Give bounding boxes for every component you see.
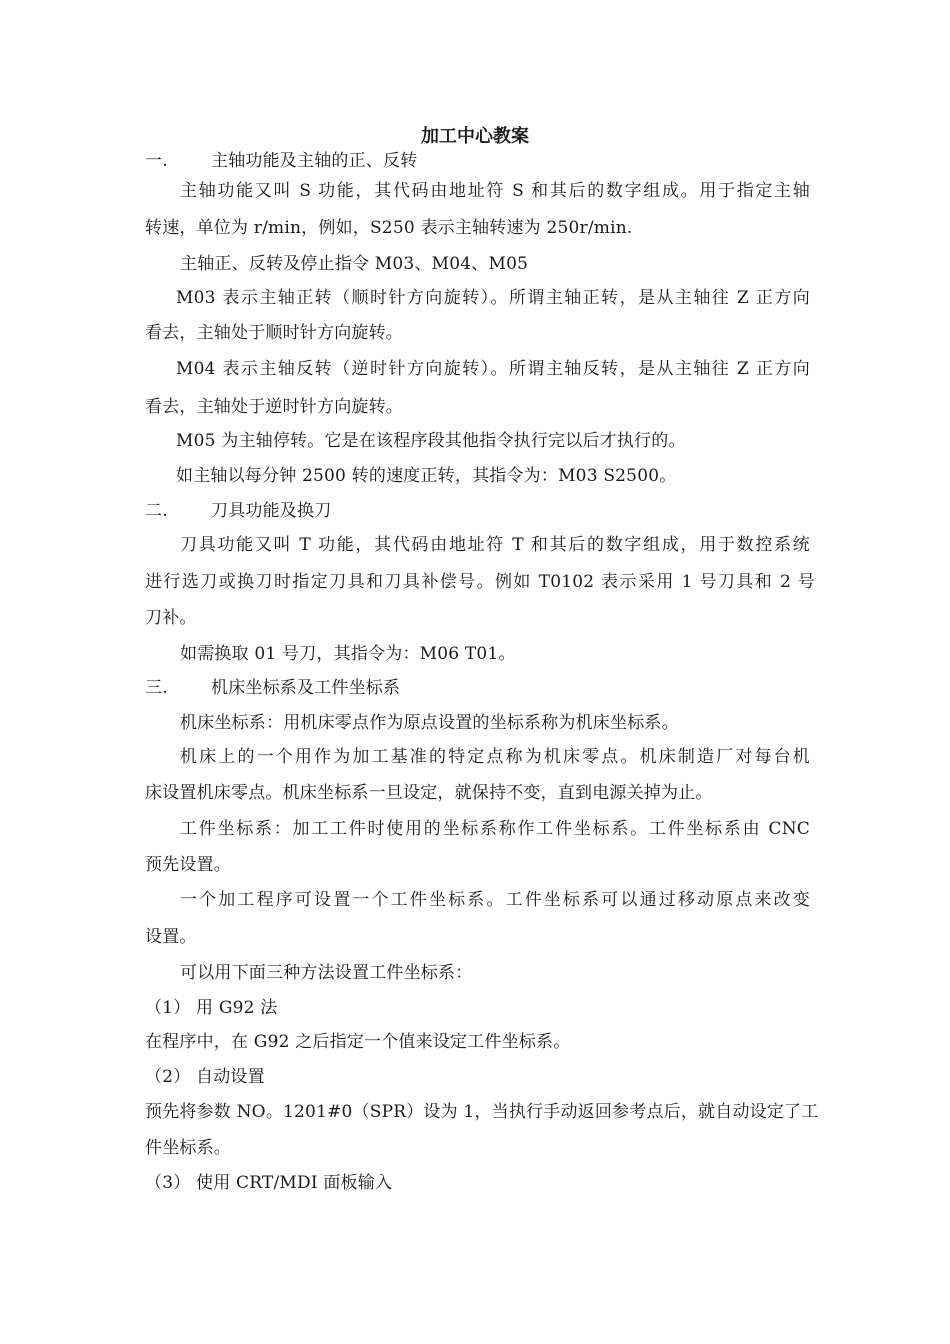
paragraph-line: 如主轴以每分钟 2500 转的速度正转，其指令为：M03 S2500。 [176,466,677,486]
paragraph-line: 主轴功能又叫 S 功能，其代码由地址符 S 和其后的数字组成。用于指定主轴 [180,181,810,201]
section-heading-2 [145,500,815,522]
method-heading: （1） 用 G92 法 [145,998,278,1018]
section-number: 二. [145,501,168,521]
section-heading-1 [145,150,815,172]
paragraph-line: 预先将参数 NO。1201#0（SPR）设为 1，当执行手动返回参考点后，就自动设定了工 [145,1102,819,1122]
section-title: 主轴功能及主轴的正、反转 [211,151,418,171]
paragraph-line: 如需换取 01 号刀，其指令为：M06 T01。 [180,644,516,664]
section-number: 一. [145,151,168,171]
paragraph-line: 主轴正、反转及停止指令 M03、M04、M05 [180,254,529,274]
paragraph-line: M04 表示主轴反转（逆时针方向旋转）。所谓主轴反转，是从主轴往 Z 正方向 [176,359,810,379]
paragraph-line: 可以用下面三种方法设置工件坐标系： [180,963,473,983]
paragraph-line: M05 为主轴停转。它是在该程序段其他指令执行完以后才执行的。 [176,431,686,451]
paragraph-line: 工件坐标系：加工工件时使用的坐标系称作工件坐标系。工件坐标系由 CNC [180,819,810,839]
paragraph-line: M03 表示主轴正转（顺时针方向旋转）。所谓主轴正转，是从主轴往 Z 正方向 [176,288,810,308]
paragraph-line: 看去，主轴处于逆时针方向旋转。 [145,397,403,417]
paragraph-line: 床设置机床零点。机床坐标系一旦设定，就保持不变，直到电源关掉为止。 [145,783,713,803]
section-title: 机床坐标系及工件坐标系 [211,678,401,698]
paragraph-line: 刀补。 [145,608,197,628]
section-title: 刀具功能及换刀 [211,501,332,521]
paragraph-line: 刀具功能又叫 T 功能，其代码由地址符 T 和其后的数字组成，用于数控系统 [180,535,810,555]
paragraph-line: 进行选刀或换刀时指定刀具和刀具补偿号。例如 T0102 表示采用 1 号刀具和 2 号 [145,572,815,592]
paragraph-line: 机床上的一个用作为加工基准的特定点称为机床零点。机床制造厂对每台机 [180,747,810,767]
paragraph-line: 机床坐标系：用机床零点作为原点设置的坐标系称为机床坐标系。 [180,713,679,733]
paragraph-line: 一个加工程序可设置一个工件坐标系。工件坐标系可以通过移动原点来改变 [180,890,810,910]
paragraph-line: 看去，主轴处于顺时针方向旋转。 [145,323,403,343]
method-heading: （3） 使用 CRT/MDI 面板输入 [145,1173,393,1193]
method-heading: （2） 自动设置 [145,1067,265,1087]
paragraph-line: 设置。 [145,927,197,947]
paragraph-line: 件坐标系。 [145,1138,231,1158]
paragraph-line: 转速，单位为 r/min，例如，S250 表示主轴转速为 250r/min. [145,218,633,238]
paragraph-line: 预先设置。 [145,855,231,875]
section-number: 三. [145,678,168,698]
section-heading-3 [145,677,815,699]
paragraph-line: 在程序中，在 G92 之后指定一个值来设定工件坐标系。 [145,1032,571,1052]
document-title: 加工中心教案 [421,126,529,147]
